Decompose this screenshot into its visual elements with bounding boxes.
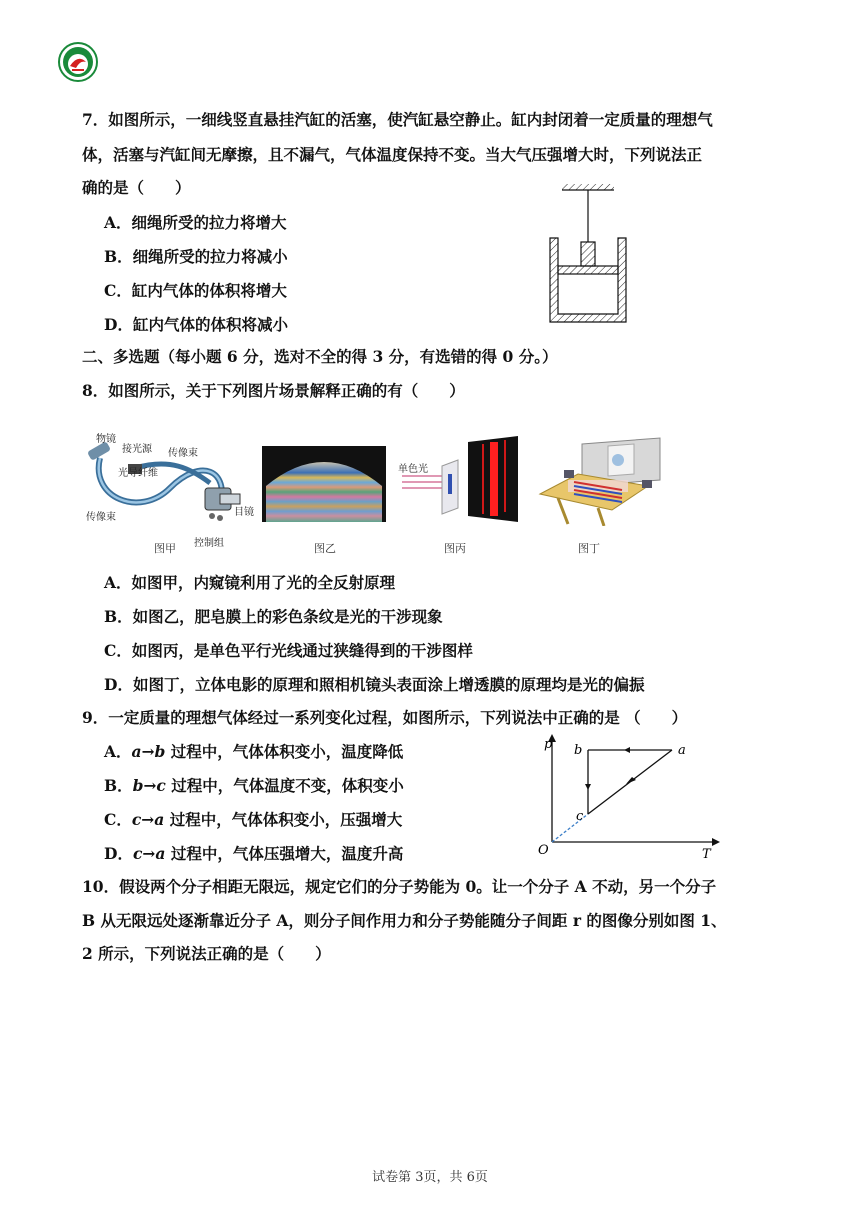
- q9-option-a: A．a→b 过程中，气体体积变小，温度降低: [104, 742, 404, 761]
- soap-film-figure: [262, 446, 386, 522]
- q9-stem: 9．一定质量的理想气体经过一系列变化过程，如图所示，下列说法中正确的是 （ ）: [82, 708, 688, 727]
- label-monochromatic: 单色光: [398, 464, 428, 475]
- origin-label: O: [538, 843, 549, 858]
- q8-option-b: B．如图乙，肥皂膜上的彩色条纹是光的干涉现象: [104, 607, 443, 626]
- point-b-label: b: [574, 743, 583, 758]
- label-objective: 物镜: [96, 434, 116, 445]
- q7-option-a: A．细绳所受的拉力将增大: [104, 213, 287, 232]
- school-logo: [58, 42, 98, 82]
- point-a-label: a: [678, 743, 686, 758]
- q9-option-c: C．c→a 过程中，气体体积变小，压强增大: [104, 810, 403, 829]
- caption-bing: 图丙: [444, 542, 466, 555]
- q7-stem-line1: 7．如图所示，一细线竖直悬挂汽缸的活塞，使汽缸悬空静止。缸内封闭着一定质量的理想气: [82, 110, 713, 129]
- pt-graph: [536, 732, 720, 862]
- q10-stem-line2: B 从无限远处逐渐靠近分子 A，则分子间作用力和分子势能随分子间距 r 的图像分别如图 1、: [82, 911, 727, 930]
- caption-ding: 图丁: [578, 542, 600, 555]
- caption-yi: 图乙: [314, 542, 336, 555]
- q7-stem-line3: 确的是（ ）: [82, 178, 191, 197]
- label-light-port: 接光源: [122, 444, 152, 455]
- label-control: 控制组: [194, 538, 224, 549]
- slit-figure: [396, 436, 532, 522]
- q8-stem: 8．如图所示，关于下列图片场景解释正确的有（ ）: [82, 381, 465, 400]
- q9-option-b: B．b→c 过程中，气体温度不变，体积变小: [104, 776, 404, 795]
- label-eyepiece: 目镜: [234, 507, 254, 518]
- q10-stem-line3: 2 所示，下列说法正确的是（ ）: [82, 944, 331, 963]
- axis-t-label: T: [702, 847, 711, 862]
- q7-option-b: B．细绳所受的拉力将减小: [104, 247, 288, 266]
- label-fiber: 光导纤维: [118, 468, 158, 479]
- q7-option-c: C．缸内气体的体积将增大: [104, 281, 287, 300]
- q7-stem-line2: 体，活塞与汽缸间无摩擦，且不漏气，气体温度保持不变。当大气压强增大时，下列说法正: [82, 145, 703, 164]
- q8-option-c: C．如图丙，是单色平行光线通过狭缝得到的干涉图样: [104, 641, 473, 660]
- q9-option-d: D．c→a 过程中，气体压强增大，温度升高: [104, 844, 404, 863]
- page-footer: 试卷第 3页，共 6页: [372, 1170, 488, 1185]
- label-image-bundle-top: 传像束: [168, 448, 198, 459]
- label-image-bundle-bottom: 传像束: [86, 512, 116, 523]
- point-c-label: c: [576, 809, 584, 824]
- caption-jia: 图甲: [154, 542, 176, 555]
- q10-stem-line1: 10．假设两个分子相距无限远，规定它们的分子势能为 0。让一个分子 A 不动，另一个分子: [82, 877, 717, 896]
- stereo-projection-figure: [538, 434, 668, 526]
- q8-option-d: D．如图丁，立体电影的原理和照相机镜头表面涂上增透膜的原理均是光的偏振: [104, 675, 645, 694]
- q8-option-a: A．如图甲，内窥镜利用了光的全反射原理: [104, 573, 396, 592]
- q7-option-d: D．缸内气体的体积将减小: [104, 315, 288, 334]
- axis-p-label: p: [544, 737, 553, 752]
- cylinder-diagram: [548, 182, 630, 324]
- section-heading: 二、多选题（每小题 6 分，选对不全的得 3 分，有选错的得 0 分。）: [82, 347, 558, 366]
